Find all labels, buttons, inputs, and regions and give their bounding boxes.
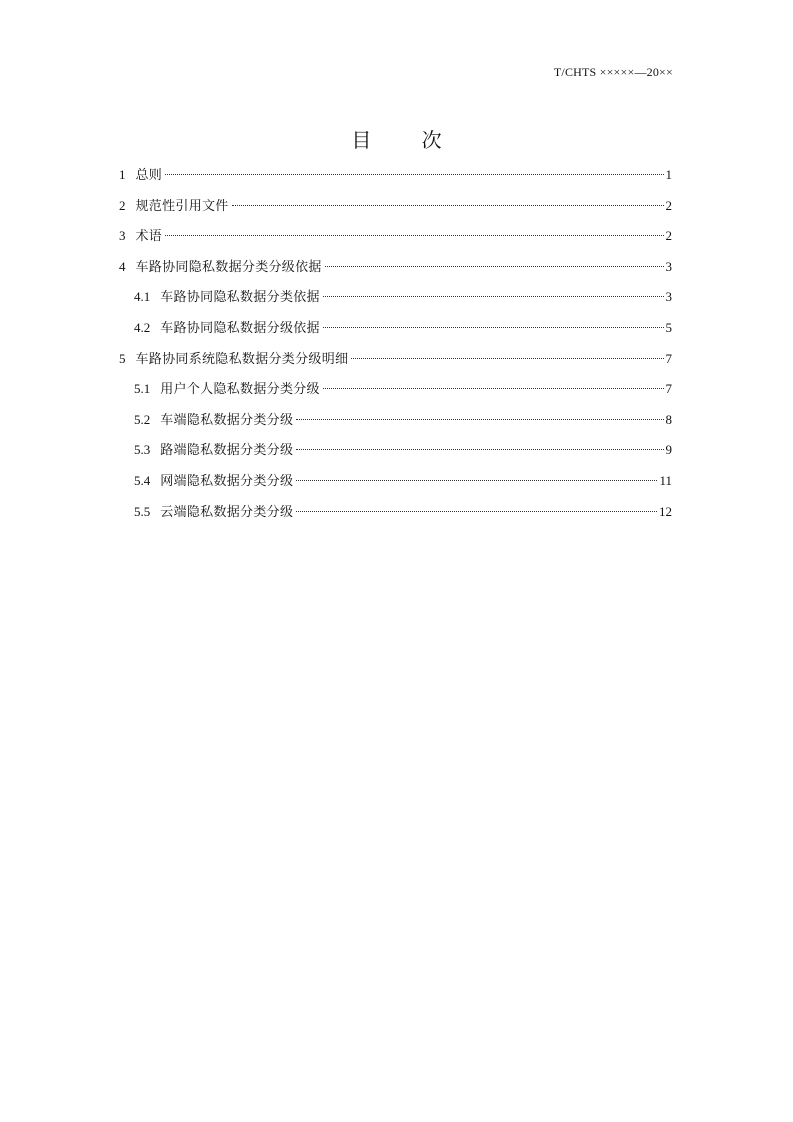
toc-entry-number: 5.5 [134,503,151,519]
toc-title: 目 次 [351,128,464,152]
toc-entry-4[interactable] [119,256,672,287]
toc-entry-number: 1 [119,167,126,182]
dot-leader [296,449,663,450]
toc-entry-page: 7 [665,350,672,366]
toc-entry-3[interactable] [119,225,672,256]
toc-entry-label: 路端隐私数据分类分级 [160,442,294,458]
dot-leader [323,327,664,328]
toc-entry-label: 车路协同隐私数据分类分级依据 [135,258,322,274]
toc-entry-label: 车路协同系统隐私数据分类分级明细 [135,350,349,366]
dot-leader [296,419,663,420]
toc-entry-label: 车端隐私数据分类分级 [160,411,294,427]
table-of-contents [119,164,672,531]
toc-entry-page: 2 [665,228,672,244]
toc-entry-label: 术语 [135,228,163,244]
toc-entry-1[interactable] [119,164,672,195]
document-code: T/CHTS ×××××—20×× [553,65,673,79]
toc-entry-5-3[interactable] [119,439,672,470]
toc-entry-number: 5.1 [134,381,151,397]
toc-entry-label: 规范性引用文件 [135,197,229,213]
dot-leader [296,480,657,481]
toc-entry-label: 总则 [135,167,163,182]
dot-leader [351,358,663,359]
toc-entry-number: 3 [119,228,126,244]
toc-entry-number: 4.2 [134,319,151,335]
dot-leader [165,174,663,175]
toc-entry-2[interactable] [119,195,672,226]
toc-entry-page: 9 [665,442,672,458]
toc-entry-page: 11 [659,472,672,488]
dot-leader [323,296,664,297]
toc-entry-number: 5.2 [134,411,151,427]
toc-entry-page: 1 [665,167,672,182]
toc-entry-number: 5.3 [134,442,151,458]
toc-entry-number: 5.4 [134,472,151,488]
toc-entry-page: 5 [665,319,672,335]
dot-leader [296,511,657,512]
toc-entry-page: 3 [665,258,672,274]
toc-entry-number: 5 [119,350,126,366]
toc-entry-page: 2 [665,197,672,213]
dot-leader [165,235,663,236]
toc-entry-page: 7 [665,381,672,397]
toc-entry-label: 用户个人隐私数据分类分级 [160,381,320,397]
dot-leader [323,388,664,389]
toc-entry-number: 2 [119,197,126,213]
toc-entry-page: 12 [659,503,672,519]
dot-leader [232,205,664,206]
toc-entry-5-4[interactable] [119,470,672,501]
toc-entry-label: 车路协同隐私数据分类依据 [160,289,320,305]
toc-entry-number: 4 [119,258,126,274]
toc-entry-label: 云端隐私数据分类分级 [160,503,294,519]
toc-entry-number: 4.1 [134,289,151,305]
toc-entry-5-5[interactable] [119,501,672,532]
toc-entry-page: 8 [665,411,672,427]
toc-entry-label: 车路协同隐私数据分级依据 [160,319,320,335]
toc-entry-5[interactable] [119,348,672,379]
toc-entry-label: 网端隐私数据分类分级 [160,472,294,488]
toc-entry-5-2[interactable] [119,409,672,440]
toc-entry-5-1[interactable] [119,378,672,409]
toc-entry-4-1[interactable] [119,286,672,317]
toc-entry-4-2[interactable] [119,317,672,348]
dot-leader [325,266,664,267]
toc-entry-page: 3 [665,289,672,305]
